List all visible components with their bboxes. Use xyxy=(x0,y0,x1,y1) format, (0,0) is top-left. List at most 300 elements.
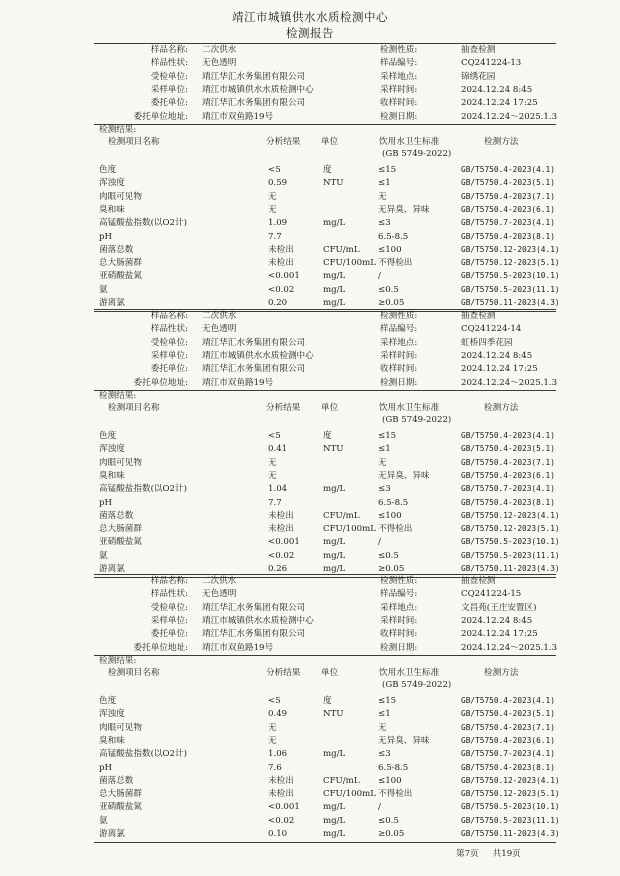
item-method: GB/T5750.5-2023(10.1) xyxy=(461,802,560,812)
meta-value: 2024.12.24 17:25 xyxy=(461,364,538,375)
page-total: 共19页 xyxy=(492,849,521,859)
meta-value: 靖江华汇水务集团有限公司 xyxy=(202,364,306,375)
item-unit: 度 xyxy=(323,696,332,706)
table-header xyxy=(0,402,620,414)
item-standard: ≤100 xyxy=(378,244,402,255)
item-name: 菌落总数 xyxy=(99,510,134,521)
col-std-code: (GB 5749-2022) xyxy=(382,415,452,425)
table-row xyxy=(0,297,620,309)
item-standard: ≤3 xyxy=(378,749,391,760)
item-result: 0.59 xyxy=(268,178,288,189)
item-method: GB/T5750.5-2023(11.1) xyxy=(461,284,560,294)
item-name: 肉眼可见物 xyxy=(99,722,142,733)
table-row xyxy=(0,284,620,296)
results-heading-row xyxy=(0,655,620,667)
item-unit: NTU xyxy=(323,709,344,720)
item-unit: mg/L xyxy=(323,564,346,574)
item-method: GB/T5750.7-2023(4.1) xyxy=(461,218,555,228)
item-name: 游离氯 xyxy=(99,564,125,574)
meta-label: 委托单位: xyxy=(150,98,188,109)
item-method: GB/T5750.12-2023(5.1) xyxy=(461,524,560,534)
table-row xyxy=(0,708,620,720)
meta-row xyxy=(0,602,620,614)
meta-label: 采样地点: xyxy=(380,337,418,348)
item-unit: mg/L xyxy=(323,271,346,282)
item-name: 高锰酸盐指数(以O2计) xyxy=(99,484,187,495)
table-row xyxy=(0,164,620,176)
item-result: 0.20 xyxy=(268,298,288,308)
meta-value: 2024.12.24 8:45 xyxy=(461,84,533,95)
table-row xyxy=(0,244,620,256)
meta-value: 无色透明 xyxy=(202,324,237,335)
meta-label: 样品编号: xyxy=(380,58,418,69)
meta-row xyxy=(0,44,620,56)
meta-value: CQ241224-14 xyxy=(461,324,522,335)
col-std-code: (GB 5749-2022) xyxy=(382,149,452,159)
item-name: 臭和味 xyxy=(99,735,125,746)
table-row xyxy=(0,523,620,535)
table-row xyxy=(0,470,620,482)
item-method: GB/T5750.12-2023(5.1) xyxy=(461,258,560,268)
item-method: GB/T5750.7-2023(4.1) xyxy=(461,484,555,494)
table-row xyxy=(0,815,620,827)
col-method-header: 检测方法 xyxy=(484,668,519,678)
item-unit: mg/L xyxy=(323,815,346,826)
table-row xyxy=(0,722,620,734)
item-method: GB/T5750.4-2023(8.1) xyxy=(461,497,555,507)
item-method: GB/T5750.11-2023(4.3) xyxy=(461,298,560,307)
item-name: 菌落总数 xyxy=(99,775,134,786)
meta-row xyxy=(0,71,620,83)
item-standard: 无 xyxy=(378,191,387,202)
item-name: 色度 xyxy=(99,165,117,175)
meta-value: 2024.12.24～2025.1.3 xyxy=(461,377,558,388)
item-name: 高锰酸盐指数(以O2计) xyxy=(99,749,187,760)
meta-label: 委托单位: xyxy=(150,629,188,640)
item-standard: 无异臭、异味 xyxy=(378,204,430,215)
meta-label: 样品名称: xyxy=(150,311,188,321)
table-row xyxy=(0,217,620,229)
item-result: 无 xyxy=(268,204,277,215)
meta-row xyxy=(0,628,620,640)
item-method: GB/T5750.4-2023(6.1) xyxy=(461,204,555,214)
meta-value: 靖江市城镇供水水质检测中心 xyxy=(202,615,314,626)
item-standard: 不得检出 xyxy=(378,524,413,535)
results-heading-row xyxy=(0,124,620,136)
table-row xyxy=(0,257,620,269)
item-method: GB/T5750.4-2023(7.1) xyxy=(461,722,555,732)
meta-row xyxy=(0,323,620,335)
item-standard: 不得检出 xyxy=(378,258,413,269)
item-standard: / xyxy=(378,537,381,548)
table-row xyxy=(0,748,620,760)
meta-row xyxy=(0,57,620,69)
item-standard: / xyxy=(378,802,381,813)
meta-row xyxy=(0,615,620,627)
item-result: <0.02 xyxy=(268,284,295,295)
item-name: 氨 xyxy=(99,815,108,826)
item-method: GB/T5750.4-2023(8.1) xyxy=(461,231,555,241)
table-header-sub xyxy=(0,679,620,691)
meta-value: 2024.12.24～2025.1.3 xyxy=(461,642,558,653)
item-standard: ≤15 xyxy=(378,165,397,175)
meta-value: 虹桥四季花园 xyxy=(461,337,513,348)
item-result: 1.04 xyxy=(268,484,288,495)
item-standard: 无异臭、异味 xyxy=(378,470,430,481)
col-std-header: 饮用水卫生标准 xyxy=(379,668,440,678)
block-bottom-rule xyxy=(94,842,556,843)
item-result: <0.001 xyxy=(268,271,300,282)
meta-label: 检测性质: xyxy=(380,311,418,321)
col-result-header: 分析结果 xyxy=(266,137,301,147)
meta-value: 无色透明 xyxy=(202,589,237,600)
meta-row xyxy=(0,84,620,96)
item-unit: mg/L xyxy=(323,298,346,308)
table-row xyxy=(0,191,620,203)
col-result-header: 分析结果 xyxy=(266,668,301,678)
item-result: 7.7 xyxy=(268,231,282,242)
results-heading-row xyxy=(0,390,620,402)
meta-row xyxy=(0,310,620,322)
item-unit: CFU/mL xyxy=(323,775,360,786)
item-method: GB/T5750.4-2023(5.1) xyxy=(461,444,555,454)
meta-label: 采样时间: xyxy=(380,350,418,361)
table-row xyxy=(0,270,620,282)
table-header xyxy=(0,136,620,148)
item-standard: ≤0.5 xyxy=(378,815,399,826)
item-result: 1.09 xyxy=(268,218,288,229)
meta-label: 样品性状: xyxy=(150,58,188,69)
meta-value: 靖江市双鱼路19号 xyxy=(202,642,274,653)
item-name: 亚硝酸盐氮 xyxy=(99,271,142,282)
meta-label: 委托单位地址: xyxy=(133,377,188,388)
table-row xyxy=(0,443,620,455)
meta-label: 收样时间: xyxy=(380,364,418,375)
item-method: GB/T5750.5-2023(11.1) xyxy=(461,815,560,825)
meta-value: CQ241224-15 xyxy=(461,589,522,600)
meta-row xyxy=(0,363,620,375)
meta-value: 靖江市城镇供水水质检测中心 xyxy=(202,350,314,361)
meta-value: 抽查检测 xyxy=(461,576,496,586)
meta-value: 锦绣花园 xyxy=(461,71,496,82)
item-name: 氨 xyxy=(99,284,108,295)
item-name: 浑浊度 xyxy=(99,709,125,720)
item-unit: mg/L xyxy=(323,284,346,295)
meta-label: 样品性状: xyxy=(150,589,188,600)
item-unit: mg/L xyxy=(323,218,346,229)
item-result: <0.001 xyxy=(268,537,300,548)
meta-label: 检测日期: xyxy=(380,642,418,653)
item-name: 氨 xyxy=(99,550,108,561)
table-header xyxy=(0,667,620,679)
item-result: <0.001 xyxy=(268,802,300,813)
meta-label: 检测日期: xyxy=(380,377,418,388)
item-result: 无 xyxy=(268,457,277,468)
meta-value: 2024.12.24 8:45 xyxy=(461,615,533,626)
item-name: 臭和味 xyxy=(99,204,125,215)
item-name: 高锰酸盐指数(以O2计) xyxy=(99,218,187,229)
item-standard: ≤0.5 xyxy=(378,550,399,561)
item-standard: 无 xyxy=(378,722,387,733)
results-heading: 检测结果: xyxy=(99,656,137,666)
item-name: 总大肠菌群 xyxy=(99,258,142,269)
item-result: 未检出 xyxy=(268,244,294,255)
item-standard: ≥0.05 xyxy=(378,298,405,308)
item-unit: CFU/100mL xyxy=(323,524,376,535)
item-result: <0.02 xyxy=(268,550,295,561)
meta-label: 样品名称: xyxy=(150,576,188,586)
meta-value: 二次供水 xyxy=(202,576,237,586)
meta-value: 抽查检测 xyxy=(461,311,496,321)
item-method: GB/T5750.12-2023(4.1) xyxy=(461,244,560,254)
meta-value: CQ241224-13 xyxy=(461,58,522,69)
meta-label: 采样单位: xyxy=(150,350,188,361)
meta-label: 检测性质: xyxy=(380,576,418,586)
item-result: 无 xyxy=(268,722,277,733)
meta-row xyxy=(0,642,620,654)
meta-row xyxy=(0,350,620,362)
item-result: <5 xyxy=(268,696,281,706)
meta-value: 靖江华汇水务集团有限公司 xyxy=(202,337,306,348)
item-name: 总大肠菌群 xyxy=(99,524,142,535)
item-unit: mg/L xyxy=(323,537,346,548)
item-standard: ≤100 xyxy=(378,775,402,786)
item-method: GB/T5750.4-2023(8.1) xyxy=(461,762,555,772)
table-row xyxy=(0,762,620,774)
meta-value: 靖江市双鱼路19号 xyxy=(202,377,274,388)
col-unit-header: 单位 xyxy=(321,403,339,413)
item-standard: ≤3 xyxy=(378,218,391,229)
table-row xyxy=(0,177,620,189)
col-std-code: (GB 5749-2022) xyxy=(382,680,452,690)
meta-label: 采样时间: xyxy=(380,615,418,626)
item-name: 游离氯 xyxy=(99,298,125,308)
item-result: 0.10 xyxy=(268,829,288,839)
meta-value: 靖江市双鱼路19号 xyxy=(202,111,274,122)
item-standard: ≤1 xyxy=(378,444,391,455)
col-method-header: 检测方法 xyxy=(484,403,519,413)
meta-value: 靖江华汇水务集团有限公司 xyxy=(202,71,306,82)
meta-label: 采样地点: xyxy=(380,602,418,613)
item-name: 臭和味 xyxy=(99,470,125,481)
meta-value: 靖江华汇水务集团有限公司 xyxy=(202,98,306,109)
table-row xyxy=(0,510,620,522)
meta-label: 受检单位: xyxy=(150,602,188,613)
table-row xyxy=(0,457,620,469)
meta-value: 二次供水 xyxy=(202,45,237,55)
item-standard: 无 xyxy=(378,457,387,468)
item-method: GB/T5750.12-2023(4.1) xyxy=(461,510,560,520)
col-result-header: 分析结果 xyxy=(266,403,301,413)
table-row xyxy=(0,497,620,509)
item-standard: 6.5-8.5 xyxy=(378,497,409,508)
item-name: 色度 xyxy=(99,696,117,706)
meta-label: 委托单位地址: xyxy=(133,642,188,653)
item-method: GB/T5750.4-2023(4.1) xyxy=(461,165,555,174)
item-unit: CFU/mL xyxy=(323,510,360,521)
item-method: GB/T5750.4-2023(6.1) xyxy=(461,470,555,480)
item-unit: mg/L xyxy=(323,484,346,495)
item-unit: NTU xyxy=(323,444,344,455)
item-standard: ≥0.05 xyxy=(378,829,405,839)
meta-label: 受检单位: xyxy=(150,337,188,348)
item-standard: / xyxy=(378,271,381,282)
item-method: GB/T5750.4-2023(4.1) xyxy=(461,696,555,705)
table-row xyxy=(0,430,620,442)
item-unit: mg/L xyxy=(323,749,346,760)
item-name: 色度 xyxy=(99,431,117,441)
item-unit: 度 xyxy=(323,165,332,175)
item-method: GB/T5750.4-2023(7.1) xyxy=(461,457,555,467)
item-result: 未检出 xyxy=(268,775,294,786)
table-row xyxy=(0,828,620,840)
item-result: 7.7 xyxy=(268,497,282,508)
item-result: 0.41 xyxy=(268,444,288,455)
meta-value: 靖江华汇水务集团有限公司 xyxy=(202,629,306,640)
org-title: 靖江市城镇供水水质检测中心 xyxy=(232,10,388,24)
meta-label: 采样地点: xyxy=(380,71,418,82)
meta-row xyxy=(0,111,620,123)
meta-value: 靖江市城镇供水水质检测中心 xyxy=(202,84,314,95)
table-header-sub xyxy=(0,148,620,160)
item-result: 7.6 xyxy=(268,762,282,773)
meta-label: 收样时间: xyxy=(380,629,418,640)
page-number: 第7页 xyxy=(456,849,479,859)
meta-value: 2024.12.24～2025.1.3 xyxy=(461,111,558,122)
table-row xyxy=(0,550,620,562)
item-standard: 6.5-8.5 xyxy=(378,762,409,773)
item-name: pH xyxy=(99,497,112,508)
item-method: GB/T5750.12-2023(5.1) xyxy=(461,789,560,799)
table-row xyxy=(0,231,620,243)
item-result: 未检出 xyxy=(268,524,294,535)
item-standard: ≤15 xyxy=(378,696,397,706)
item-result: 0.49 xyxy=(268,709,288,720)
col-item-header: 检测项目名称 xyxy=(108,668,160,678)
meta-value: 2024.12.24 17:25 xyxy=(461,629,538,640)
meta-label: 委托单位地址: xyxy=(133,111,188,122)
report-title: 检测报告 xyxy=(286,26,334,40)
meta-value: 二次供水 xyxy=(202,311,237,321)
col-unit-header: 单位 xyxy=(321,668,339,678)
table-row xyxy=(0,735,620,747)
item-unit: mg/L xyxy=(323,802,346,813)
item-unit: CFU/100mL xyxy=(323,789,376,800)
col-item-header: 检测项目名称 xyxy=(108,137,160,147)
item-standard: ≥0.05 xyxy=(378,564,405,574)
item-name: 浑浊度 xyxy=(99,178,125,189)
item-unit: mg/L xyxy=(323,829,346,839)
item-method: GB/T5750.7-2023(4.1) xyxy=(461,749,555,759)
table-header-sub xyxy=(0,414,620,426)
item-method: GB/T5750.5-2023(11.1) xyxy=(461,550,560,560)
item-standard: 无异臭、异味 xyxy=(378,735,430,746)
meta-row xyxy=(0,588,620,600)
item-unit: CFU/mL xyxy=(323,244,360,255)
item-standard: ≤100 xyxy=(378,510,402,521)
item-unit: mg/L xyxy=(323,550,346,561)
item-name: pH xyxy=(99,231,112,242)
col-std-header: 饮用水卫生标准 xyxy=(379,137,440,147)
table-row xyxy=(0,775,620,787)
item-unit: 度 xyxy=(323,431,332,441)
meta-label: 采样单位: xyxy=(150,84,188,95)
page-footer xyxy=(456,847,535,859)
item-method: GB/T5750.11-2023(4.3) xyxy=(461,564,560,573)
item-method: GB/T5750.4-2023(4.1) xyxy=(461,431,555,440)
item-name: 亚硝酸盐氮 xyxy=(99,537,142,548)
item-method: GB/T5750.4-2023(6.1) xyxy=(461,735,555,745)
item-standard: 6.5-8.5 xyxy=(378,231,409,242)
col-item-header: 检测项目名称 xyxy=(108,403,160,413)
item-unit: NTU xyxy=(323,178,344,189)
item-name: 亚硝酸盐氮 xyxy=(99,802,142,813)
item-name: 菌落总数 xyxy=(99,244,134,255)
meta-label: 检测日期: xyxy=(380,111,418,122)
meta-value: 2024.12.24 17:25 xyxy=(461,98,538,109)
item-result: <5 xyxy=(268,165,281,175)
item-name: 总大肠菌群 xyxy=(99,789,142,800)
item-standard: ≤1 xyxy=(378,178,391,189)
meta-label: 受检单位: xyxy=(150,71,188,82)
item-name: 浑浊度 xyxy=(99,444,125,455)
item-standard: 不得检出 xyxy=(378,789,413,800)
meta-value: 文昌苑(王庄安置区) xyxy=(461,602,537,613)
item-standard: ≤15 xyxy=(378,431,397,441)
item-result: <0.02 xyxy=(268,815,295,826)
table-row xyxy=(0,483,620,495)
meta-row xyxy=(0,97,620,109)
item-result: 1.06 xyxy=(268,749,288,760)
item-method: GB/T5750.4-2023(5.1) xyxy=(461,709,555,719)
meta-row xyxy=(0,377,620,389)
meta-label: 样品编号: xyxy=(380,324,418,335)
table-row xyxy=(0,801,620,813)
meta-value: 抽查检测 xyxy=(461,45,496,55)
item-name: pH xyxy=(99,762,112,773)
item-standard: ≤3 xyxy=(378,484,391,495)
meta-value: 2024.12.24 8:45 xyxy=(461,350,533,361)
table-row xyxy=(0,788,620,800)
item-name: 游离氯 xyxy=(99,829,125,839)
item-standard: ≤0.5 xyxy=(378,284,399,295)
meta-row xyxy=(0,575,620,587)
meta-label: 样品性状: xyxy=(150,324,188,335)
item-method: GB/T5750.11-2023(4.3) xyxy=(461,829,560,838)
results-heading: 检测结果: xyxy=(99,125,137,135)
item-method: GB/T5750.5-2023(10.1) xyxy=(461,271,560,281)
item-unit: CFU/100mL xyxy=(323,258,376,269)
item-method: GB/T5750.5-2023(10.1) xyxy=(461,537,560,547)
meta-row xyxy=(0,337,620,349)
item-method: GB/T5750.12-2023(4.1) xyxy=(461,775,560,785)
item-result: 未检出 xyxy=(268,258,294,269)
item-result: 未检出 xyxy=(268,510,294,521)
item-result: 无 xyxy=(268,191,277,202)
meta-label: 采样时间: xyxy=(380,84,418,95)
meta-label: 样品名称: xyxy=(150,45,188,55)
item-standard: ≤1 xyxy=(378,709,391,720)
col-unit-header: 单位 xyxy=(321,137,339,147)
meta-label: 委托单位: xyxy=(150,364,188,375)
col-std-header: 饮用水卫生标准 xyxy=(379,403,440,413)
table-row xyxy=(0,204,620,216)
item-result: 无 xyxy=(268,470,277,481)
item-method: GB/T5750.4-2023(5.1) xyxy=(461,178,555,188)
meta-label: 收样时间: xyxy=(380,98,418,109)
meta-label: 样品编号: xyxy=(380,589,418,600)
item-method: GB/T5750.4-2023(7.1) xyxy=(461,191,555,201)
